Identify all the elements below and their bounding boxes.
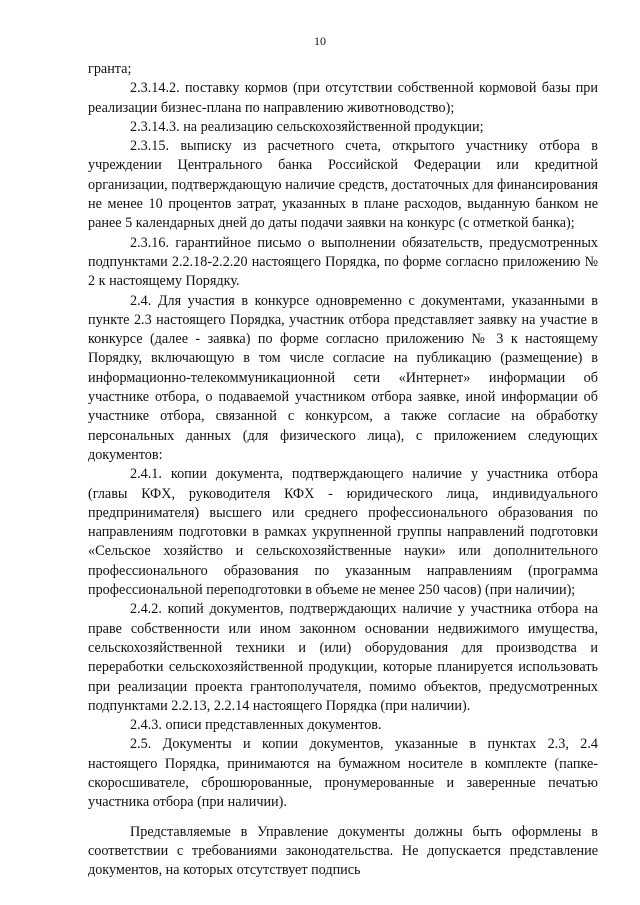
paragraph: 2.4.2. копий документов, подтверждающих наличие у участника отбора на праве собственности или ином законном основании недвижимого имущества, сельскохозяйственной техники и (или) оборудования для производства и переработки сельскохозяйственной продукции, которые планируется использовать при реализации проекта грантополучателя, помимо объектов, предусмотренных подпунктами 2.2.13, 2.2.14 настоящего Порядка (при наличии). [88, 601, 598, 714]
paragraph: 2.4. Для участия в конкурсе одновременно с документами, указанными в пункте 2.3 настоящего Порядка, участник отбора представляет заявку на участие в конкурсе (далее - заявка) по форме согласно приложению № 3 к настоящему Порядку, включающую в том числе согласие на публикацию (размещение) в информационно-телекоммуникационной сети «Интернет» информации об участнике отбора, о подаваемой участником отбора заявке, иной информации об участнике отбора, связанной с конкурсом, а также согласие на обработку персональных данных (для физического лица), с приложением следующих документов: [88, 292, 598, 463]
paragraph: Представляемые в Управление документы должны быть оформлены в соответствии с требованиями законодательства. Не допускается представление документов, на которых отсутствует подпись [88, 823, 598, 879]
paragraph: 2.4.3. описи представленных документов. [130, 717, 382, 734]
page-number: 10 [314, 34, 326, 48]
document-body [88, 60, 598, 880]
paragraph: 2.4.1. копии документа, подтверждающего наличие у участника отбора (главы КФХ, руководителя КФХ - юридического лица, индивидуального предпринимателя) высшего или среднего профессионального образования по направлениям подготовки в рамках укрупненной группы направлений подготовки «Сельское хозяйство и сельскохозяйственные науки» или дополнительного профессионального образования по указанным направлениям (программа профессиональной переподготовки в объеме не менее 250 часов) (при наличии); [88, 466, 598, 599]
paragraph: 2.3.16. гарантийное письмо о выполнении обязательств, предусмотренных подпунктами 2.2.18-2.2.20 настоящего Порядка, по форме согласно приложению № 2 к настоящему Порядку. [88, 234, 598, 290]
paragraph: 2.3.14.3. на реализацию сельскохозяйственной продукции; [130, 118, 484, 135]
paragraph: гранта; [88, 61, 132, 77]
paragraph: 2.3.14.2. поставку кормов (при отсутствии собственной кормовой базы при реализации бизнес-плана по направлению животноводство); [88, 80, 598, 116]
paragraph: 2.3.15. выписку из расчетного счета, открытого участнику отбора в учреждении Центрального банка Российской Федерации или кредитной организации, подтверждающую наличие средств, достаточных для финансирования не менее 10 процентов затрат, указанных в плане расходов, выданную банком не ранее 5 календарных дней до даты подачи заявки на конкурс (с отметкой банка); [88, 138, 598, 232]
paragraph: 2.5. Документы и копии документов, указанные в пунктах 2.3, 2.4 настоящего Порядка, принимаются на бумажном носителе в комплекте (папке-скоросшивателе, сброшюрованные, пронумерованные и заверенные печатью участника отбора (при наличии). [88, 736, 598, 811]
